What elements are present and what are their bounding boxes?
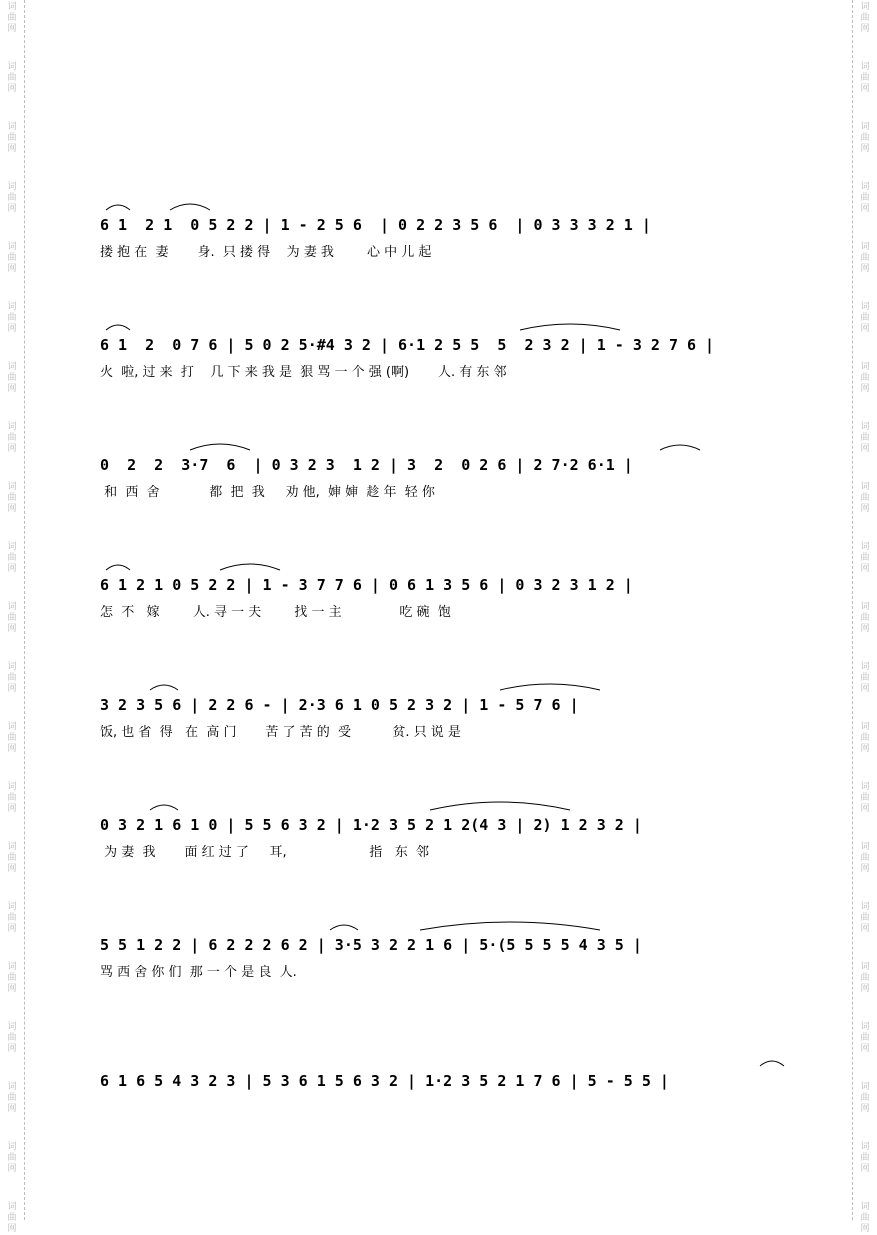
watermark-text: 词 曲 网 — [7, 962, 17, 994]
notes-text: 0 2 2 3·7 6 | 0 3 2 3 1 2 | 3 2 0 2 6 | 2 7·2 6·1 | — [100, 456, 633, 474]
lyrics-row: 搂 抱 在 妻 身. 只 搂 得 为 妻 我 心 中 儿 起 — [100, 245, 432, 260]
watermark-text: 词 曲 网 — [7, 62, 17, 94]
watermark-text: 词 曲 网 — [860, 182, 870, 214]
watermark-text: 词 曲 网 — [860, 782, 870, 814]
slur-marks — [100, 918, 790, 932]
lyrics-row: 饭, 也 省 得 在 高 门 苦 了 苦 的 受 贫. 只 说 是 — [100, 725, 461, 740]
notes-text: 6 1 6 5 4 3 2 3 | 5 3 6 1 5 6 3 2 | 1·2 3 5 2 1 7 6 | 5 - 5 5 | — [100, 1072, 669, 1090]
slur-marks — [100, 558, 790, 572]
watermark-text: 词 曲 网 — [860, 62, 870, 94]
watermark-text: 词 曲 网 — [860, 962, 870, 994]
watermark-text: 词 曲 网 — [860, 242, 870, 274]
watermark-text: 词 曲 网 — [7, 722, 17, 754]
watermark-text: 词 曲 网 — [7, 662, 17, 694]
watermark-text: 词 曲 网 — [860, 1022, 870, 1054]
watermark-text: 词 曲 网 — [860, 1142, 870, 1174]
watermark-text: 词 曲 网 — [7, 2, 17, 34]
watermark-text: 词 曲 网 — [860, 602, 870, 634]
right-watermark-strip — [852, 0, 877, 1234]
watermark-text: 词 曲 网 — [860, 1202, 870, 1234]
watermark-text: 词 曲 网 — [7, 782, 17, 814]
left-watermark-strip — [0, 0, 25, 1234]
watermark-text: 词 曲 网 — [860, 842, 870, 874]
notes-text: 0 3 2 1 6 1 0 | 5 5 6 3 2 | 1·2 3 5 2 1 2(4 3 | 2) 1 2 3 2 | — [100, 816, 642, 834]
slur-marks — [100, 318, 790, 332]
watermark-text: 词 曲 网 — [860, 662, 870, 694]
watermark-text: 词 曲 网 — [7, 242, 17, 274]
watermark-text: 词 曲 网 — [860, 362, 870, 394]
notes-text: 6 1 2 1 0 5 2 2 | 1 - 3 7 7 6 | 0 6 1 3 5 6 | 0 3 2 3 1 2 | — [100, 576, 633, 594]
notation-row — [100, 452, 790, 478]
lyrics-row: 和 西 舍 都 把 我 劝 他, 婶 婶 趁 年 轻 你 — [100, 485, 435, 500]
notation-row — [100, 1068, 790, 1094]
watermark-text: 词 曲 网 — [860, 302, 870, 334]
watermark-text: 词 曲 网 — [7, 1202, 17, 1234]
notation-row — [100, 332, 790, 358]
watermark-text: 词 曲 网 — [7, 602, 17, 634]
watermark-text: 词 曲 网 — [7, 1082, 17, 1114]
watermark-text: 词 曲 网 — [7, 482, 17, 514]
slur-marks — [100, 438, 790, 452]
watermark-text: 词 曲 网 — [860, 122, 870, 154]
lyrics-row: 怎 不 嫁 人. 寻 一 夫 找 一 主 吃 碗 饱 — [100, 605, 451, 620]
notation-row — [100, 572, 790, 598]
watermark-text: 词 曲 网 — [860, 1082, 870, 1114]
watermark-text: 词 曲 网 — [7, 902, 17, 934]
slur-marks — [100, 1054, 790, 1068]
watermark-text: 词 曲 网 — [860, 422, 870, 454]
watermark-text: 词 曲 网 — [7, 422, 17, 454]
watermark-text: 词 曲 网 — [860, 722, 870, 754]
watermark-text: 词 曲 网 — [7, 362, 17, 394]
watermark-text: 词 曲 网 — [7, 1022, 17, 1054]
notation-row — [100, 812, 790, 838]
slur-marks — [100, 798, 790, 812]
notation-row — [100, 932, 790, 958]
watermark-text: 词 曲 网 — [860, 542, 870, 574]
notes-text: 5 5 1 2 2 | 6 2 2 2 6 2 | 3·5 3 2 2 1 6 | 5·(5 5 5 5 4 3 5 | — [100, 936, 642, 954]
notes-text: 3 2 3 5 6 | 2 2 6 - | 2·3 6 1 0 5 2 3 2 | 1 - 5 7 6 | — [100, 696, 579, 714]
lyrics-row: 为 妻 我 面 红 过 了 耳, 指 东 邻 — [100, 845, 429, 860]
watermark-text: 词 曲 网 — [7, 182, 17, 214]
lyrics-row: 骂 西 舍 你 们 那 一 个 是 良 人. — [100, 965, 297, 980]
watermark-text: 词 曲 网 — [860, 482, 870, 514]
lyrics-row — [100, 1098, 790, 1120]
watermark-text: 词 曲 网 — [860, 2, 870, 34]
watermark-text: 词 曲 网 — [7, 842, 17, 874]
slur-marks — [100, 198, 790, 212]
notes-text: 6 1 2 0 7 6 | 5 0 2 5·#4 3 2 | 6·1 2 5 5 5 2 3 2 | 1 - 3 2 7 6 | — [100, 336, 715, 354]
watermark-text: 词 曲 网 — [7, 302, 17, 334]
watermark-text: 词 曲 网 — [7, 1142, 17, 1174]
watermark-text: 词 曲 网 — [7, 542, 17, 574]
notes-text: 6 1 2 1 0 5 2 2 | 1 - 2 5 6 | 0 2 2 3 5 6 | 0 3 3 3 2 1 | — [100, 216, 651, 234]
lyrics-row: 火 啦, 过 来 打 几 下 来 我 是 狠 骂 一 个 强 (啊) 人. 有 东 邻 — [100, 365, 507, 380]
notation-row — [100, 212, 790, 238]
watermark-text: 词 曲 网 — [7, 122, 17, 154]
notation-row — [100, 692, 790, 718]
watermark-text: 词 曲 网 — [860, 902, 870, 934]
slur-marks — [100, 678, 790, 692]
